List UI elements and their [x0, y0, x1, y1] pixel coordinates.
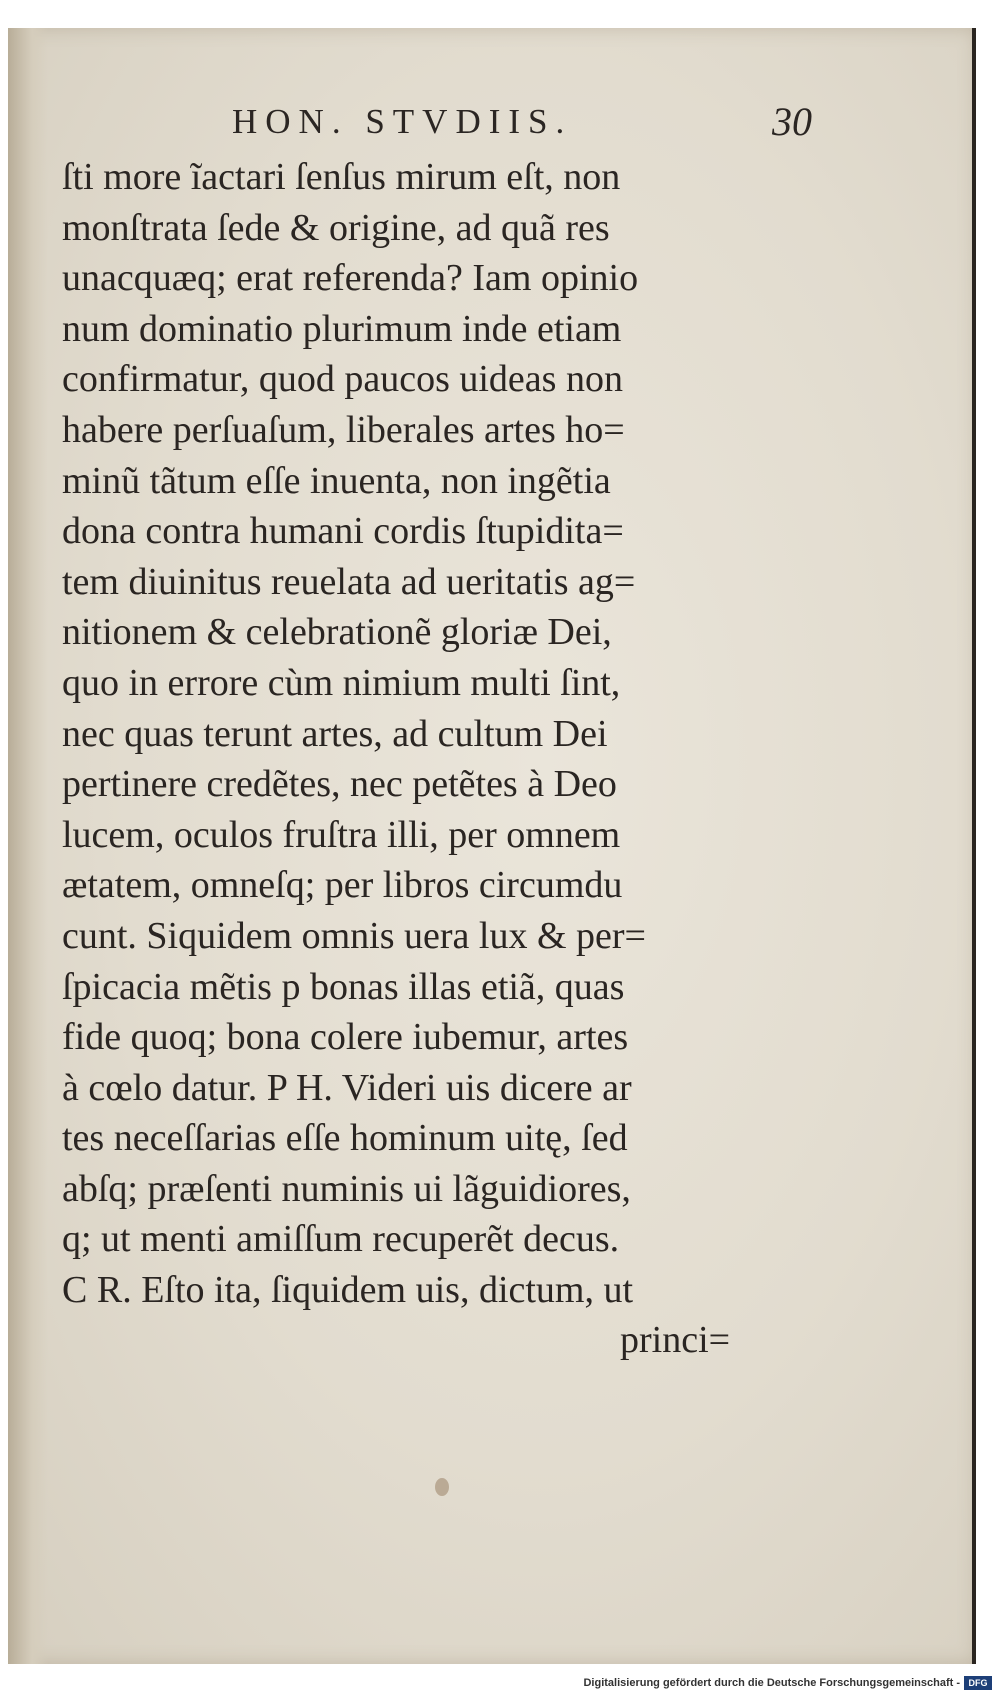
text-line: confirmatur, quod paucos uideas non: [62, 358, 623, 401]
text-line: à cœlo datur. P H. Videri uis dicere ar: [62, 1066, 632, 1109]
text-line: minũ tãtum eſſe inuenta, non ingẽtia: [62, 459, 611, 502]
text-line: q; ut menti amiſſum recuperẽt decus.: [62, 1218, 620, 1261]
text-line: nitionem & celebrationẽ gloriæ Dei,: [62, 611, 612, 654]
dfg-logo-icon: DFG: [964, 1676, 992, 1690]
text-line: nec quas terunt artes, ad cultum Dei: [62, 712, 608, 755]
text-line: abſq; præſenti numinis ui lãguidiores,: [62, 1167, 631, 1210]
body-text: [62, 152, 792, 1316]
text-line: num dominatio plurimum inde etiam: [62, 307, 622, 350]
text-line: monſtrata ſede & origine, ad quã res: [62, 206, 610, 249]
digitization-credit: Digitalisierung gefördert durch die Deutsche Forschungsgemeinschaft -: [583, 1677, 960, 1689]
text-line: quo in errore cùm nimium multi ſint,: [62, 661, 621, 704]
text-line: habere perſuaſum, liberales artes ho=: [62, 408, 625, 451]
text-line: ſpicacia mẽtis p bonas illas etiã, quas: [62, 965, 625, 1008]
folio-number: 30: [772, 99, 812, 144]
text-line: fide quoq; bona colere iubemur, artes: [62, 1016, 629, 1059]
text-line: tes neceſſarias eſſe hominum uitę, ſed: [62, 1117, 628, 1160]
text-line: pertinere credẽtes, nec petẽtes à Deo: [62, 763, 617, 806]
text-line: cunt. Siquidem omnis uera lux & per=: [62, 914, 646, 957]
ink-stain: [435, 1478, 449, 1496]
text-line: C R. Eſto ita, ſiquidem uis, dictum, ut: [62, 1269, 634, 1312]
page-gutter: [8, 28, 48, 1664]
text-line: ætatem, omneſq; per libros circumdu: [62, 864, 623, 907]
text-line: unacquæq; erat referenda? Iam opinio: [62, 257, 639, 300]
page-edge: [972, 28, 976, 1664]
footer-bar: [0, 1667, 1000, 1695]
text-line: ſti more ĩactari ſenſus mirum eſt, non: [62, 156, 621, 198]
running-head: HON. STVDIIS.: [232, 102, 573, 141]
page-header: [232, 99, 812, 148]
text-line: tem diuinitus reuelata ad ueritatis ag=: [62, 560, 636, 603]
catchword: princi=: [620, 1319, 731, 1361]
text-line: lucem, oculos fruſtra illi, per omnem: [62, 813, 621, 856]
text-line: dona contra humani cordis ſtupidita=: [62, 510, 624, 553]
